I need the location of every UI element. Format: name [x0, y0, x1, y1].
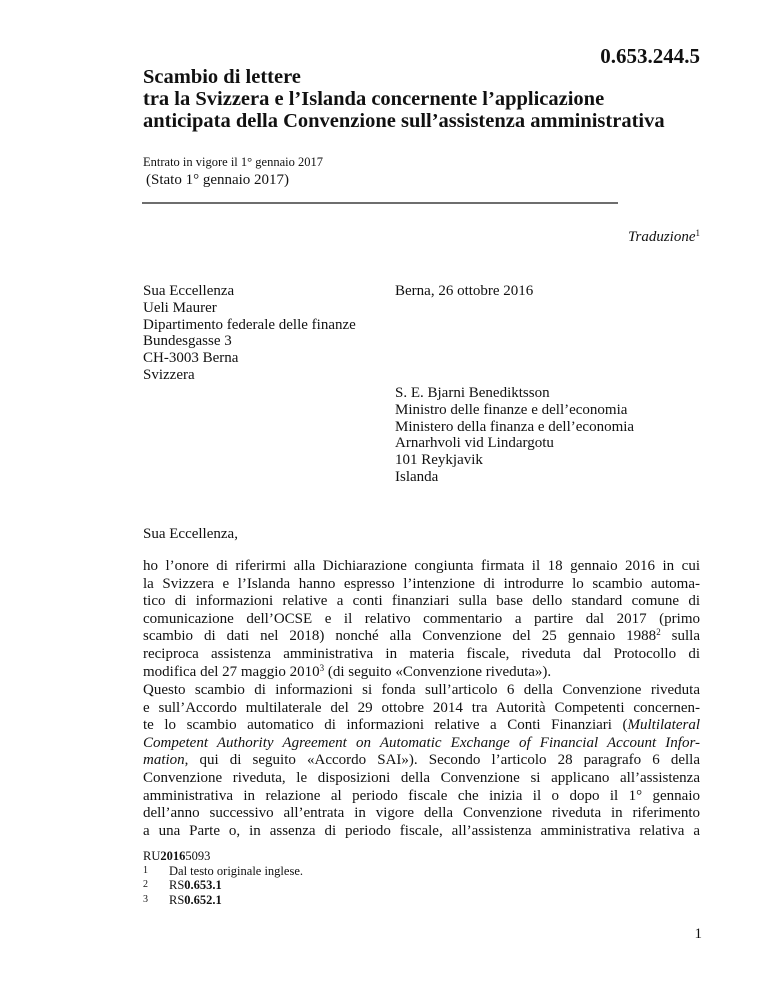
ru-reference: RU 2016 5093 [143, 849, 211, 863]
text-line: a una Parte o, in assenza di periodo fiscale, all’assistenza amministrativa relativa a [143, 822, 700, 839]
header-divider [142, 202, 618, 204]
in-force-date: Entrato in vigore il 1° gennaio 2017 [143, 155, 323, 169]
text-line: Convenzione riveduta, le disposizioni della Convenzione si applicano all’assistenza [143, 769, 700, 786]
address-line: Ministro delle finanze e dell’economia [395, 401, 628, 418]
footnote-number: 3 [143, 893, 148, 905]
footnote-ref-2[interactable]: 2 [656, 627, 661, 638]
footnote-number: 2 [143, 879, 148, 890]
footnote-ref-1[interactable]: 1 [695, 228, 700, 238]
footnote-2: 2 RS 0.653.1 [143, 878, 222, 892]
address-line: Dipartimento federale delle finanze [143, 316, 356, 333]
address-line: Ministero della finanza e dell’economia [395, 418, 635, 435]
text-line: Questo scambio di informazioni si fonda sull’articolo 6 della Convenzione riveduta [143, 682, 700, 698]
text-line: comunicazione dell’OCSE e il relativo commentario a partire dal 2017 (primo [143, 610, 700, 627]
text-line: reciproca assistenza amministrativa in materia fiscale, riveduta dal Protocollo di [143, 645, 700, 662]
footnote-ref-3[interactable]: 3 [319, 662, 325, 673]
recipient-address [395, 385, 634, 486]
address-line: Arnarhvoli vid Lindargotu [395, 435, 554, 452]
page-number: 1 [694, 926, 702, 942]
footnote-1: 1 Dal testo originale inglese. [143, 863, 303, 878]
text-line: amministrativa in relazione al periodo fiscale che inizia il o dopo il 1° gennaio [143, 787, 700, 804]
translation-note [480, 228, 700, 246]
text-line: ho l’onore di riferirmi alla Dichiarazione congiunta firmata il 18 gennaio 2016 in cui [143, 558, 700, 574]
sr-number: 0.653.244.5 [600, 44, 700, 68]
document-title [143, 66, 723, 132]
address-line: Islanda [395, 468, 439, 485]
address-line: Bundesgasse 3 [143, 333, 232, 350]
text-line: scambio di dati nel 2018) nonché alla Convenzione del 25 gennaio 1988$^2$ sulla [143, 627, 701, 645]
text-line: modifica del 27 maggio 2010$^3$ (di seguito «Convenzione riveduta»). [143, 662, 552, 680]
footnote-3: 3 RS 0.652.1 [143, 892, 222, 907]
footnotes [143, 849, 303, 907]
salutation: Sua Eccellenza, [143, 526, 238, 542]
address-line: Sua Eccellenza [143, 283, 235, 299]
text-line: tico di informazioni relative a conti finanziari sulla base dello standard comune di [143, 593, 700, 610]
address-line: 101 Reykjavik [395, 452, 483, 469]
text-line: dell’anno successivo all’entrata in vigore della Convenzione riveduta in riferimento [143, 805, 700, 822]
title-line: anticipata della Convenzione sull’assistenza amministrativa [143, 110, 665, 132]
footnote-number: 1 [143, 864, 148, 876]
translation-label: Traduzione [627, 229, 696, 245]
address-line: CH-3003 Berna [143, 350, 239, 367]
text-line: la Svizzera e l’Islanda hanno espresso l’intenzione di introdurre lo scambio automa- [143, 575, 700, 592]
sr-link[interactable]: 0.653.1 [184, 878, 222, 892]
paragraph-2 [143, 682, 700, 840]
place-date: Berna, 26 ottobre 2016 [395, 283, 534, 299]
paragraph-1 [143, 558, 700, 681]
text-line: Competent Authority Agreement on Automatic Exchange of Financial Account Infor- [143, 734, 700, 751]
status-date: (Stato 1° gennaio 2017) [146, 172, 290, 188]
address-line: S. E. Bjarni Benediktsson [395, 385, 550, 401]
title-line: tra la Svizzera e l’Islanda concernente l’applicazione [143, 88, 605, 110]
title-line: Scambio di lettere [143, 66, 301, 88]
text-line: te lo scambio automatico di informazioni relative a Conti Finanziari (Multilateral [143, 717, 700, 734]
sr-link[interactable]: 0.652.1 [184, 892, 222, 907]
address-line: Ueli Maurer [143, 299, 217, 316]
sender-address [143, 283, 356, 384]
text-line: e sull’Accordo multilaterale del 29 ottobre 2014 tra Autorità Competenti concernen- [143, 699, 700, 716]
text-line: mation, qui di seguito «Accordo SAI»). Secondo l’articolo 28 paragrafo 6 della [143, 752, 700, 769]
address-line: Svizzera [143, 366, 195, 383]
